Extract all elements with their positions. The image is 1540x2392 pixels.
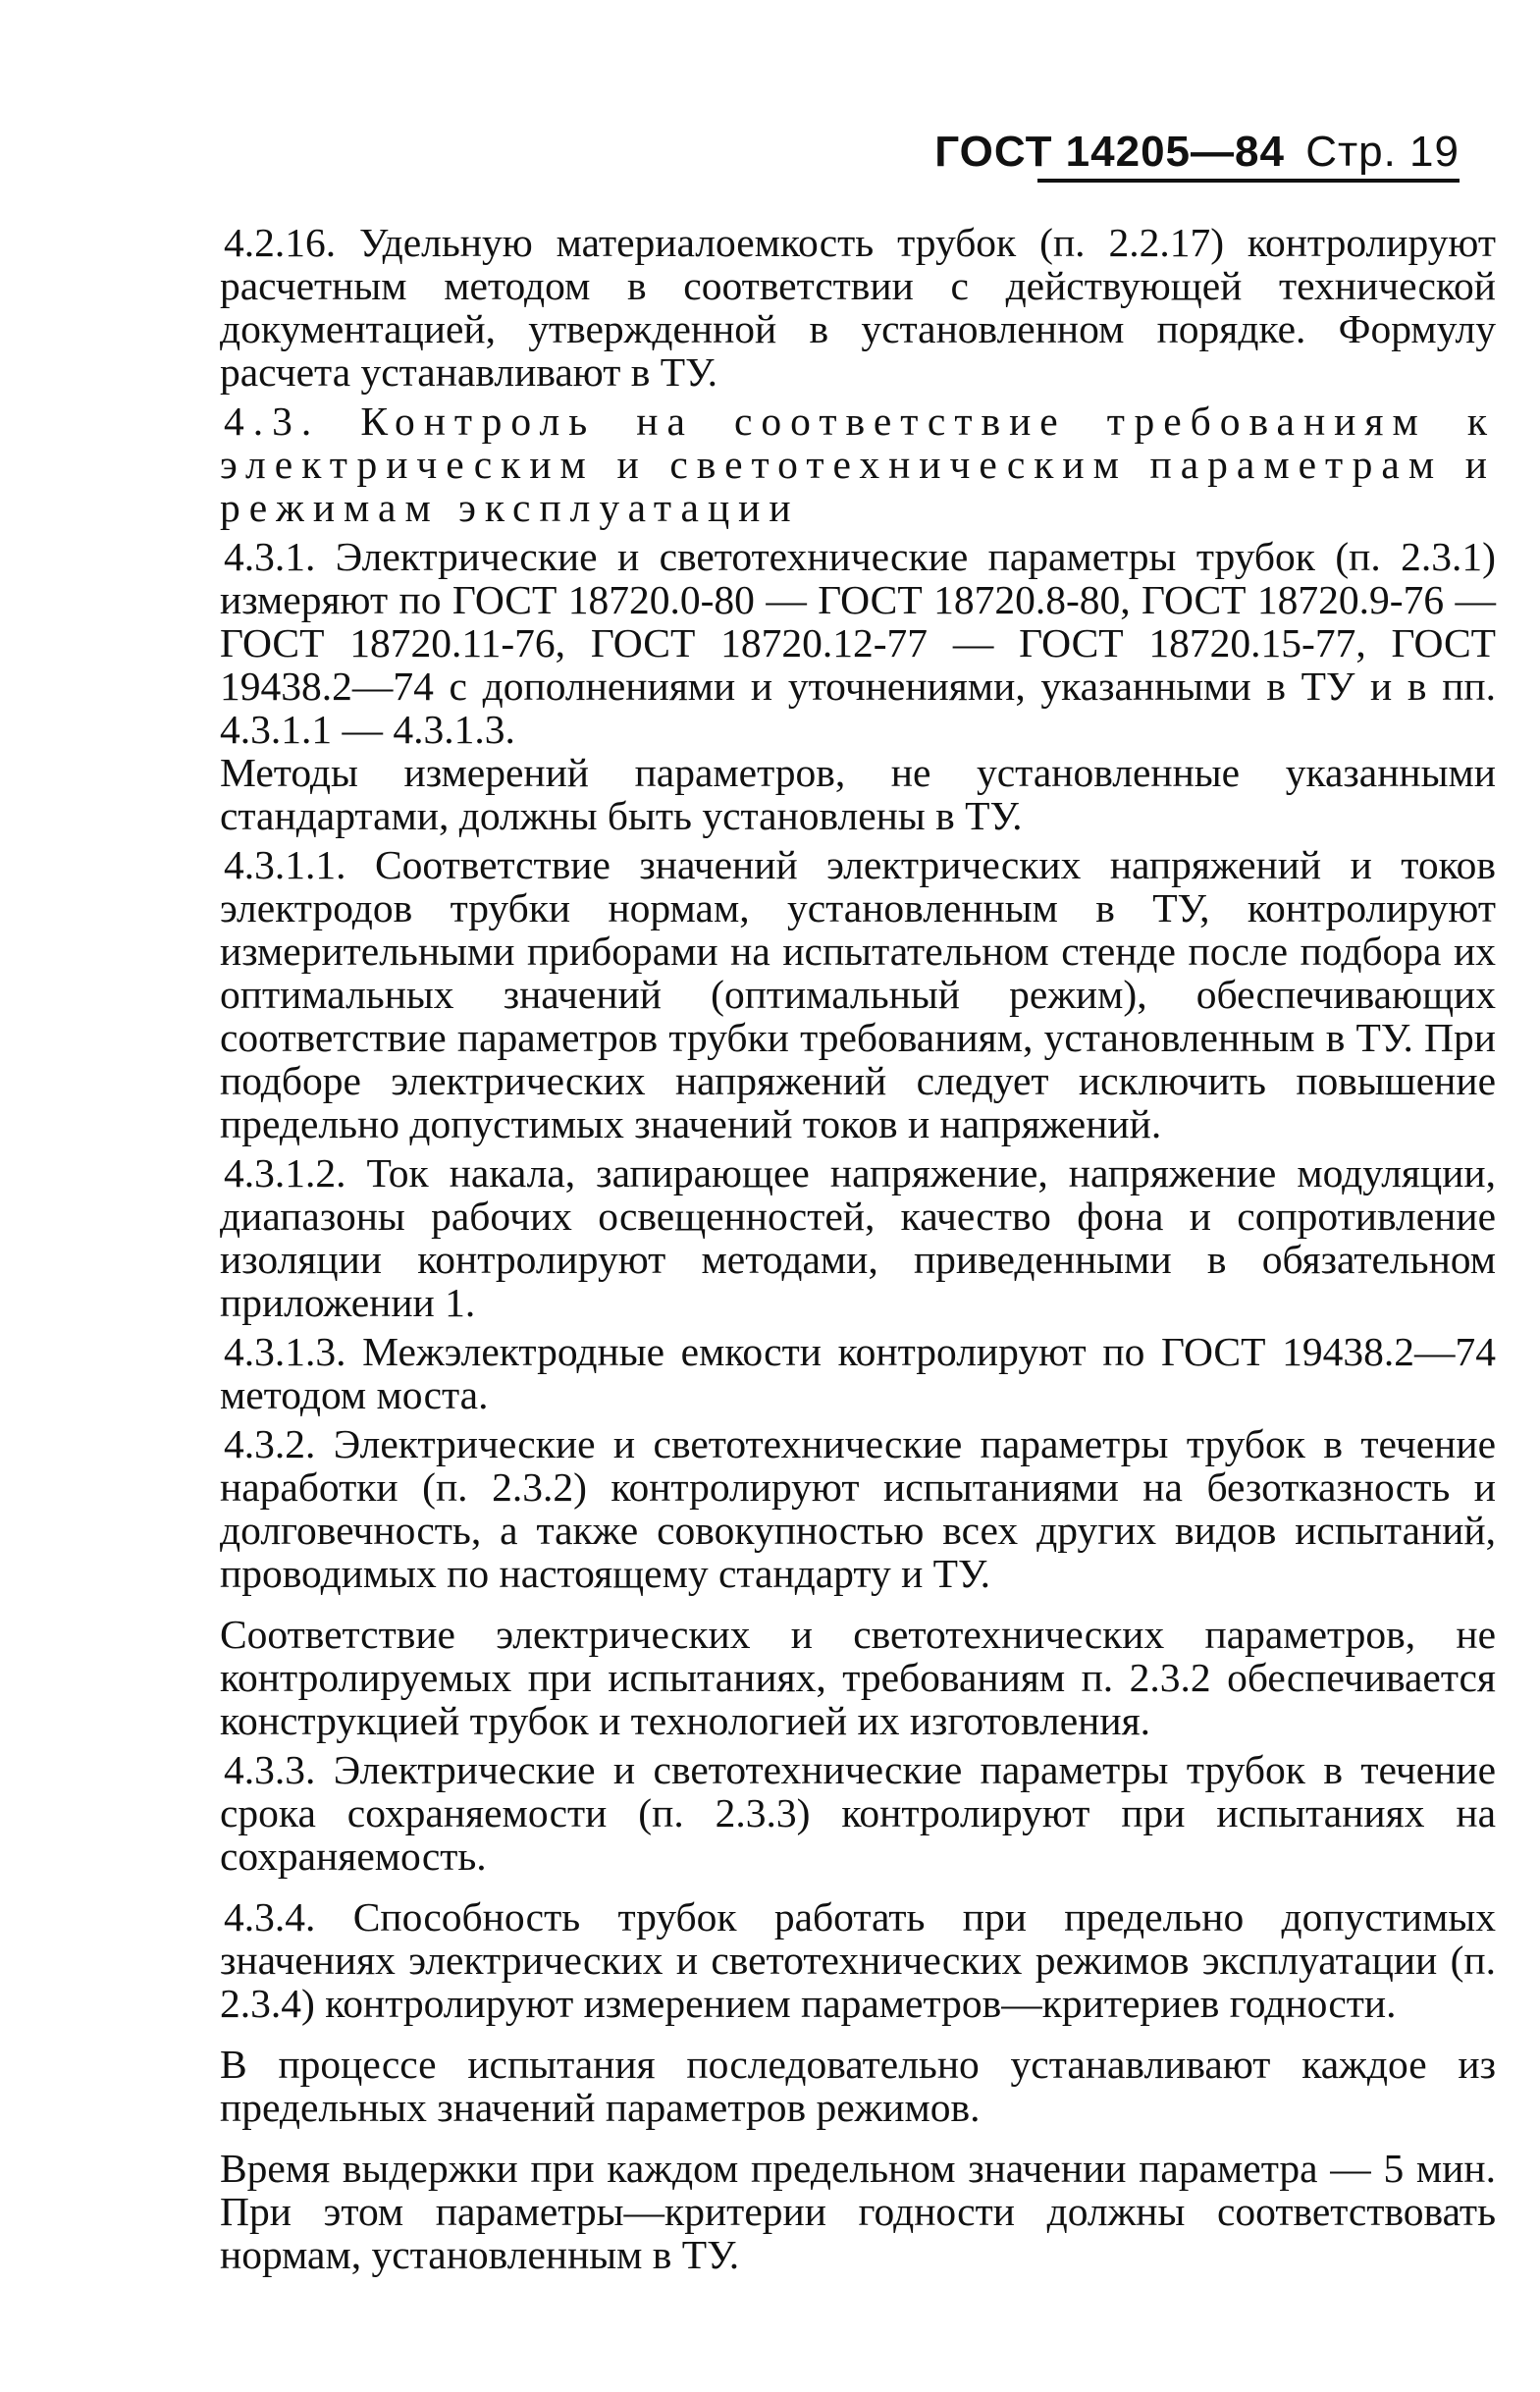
paragraph-test-process: В процессе испытания последовательно устанавливают каждое из предельных значений параметров режимов. [220, 2042, 1496, 2130]
paragraph-4-3-1-1: 4.3.1.1. Соответствие значений электрических напряжений и токов электродов трубки нормам, установленным в ТУ, контролируют измерительными приборами на испытательном стенде после подбора их оптимальных значений (оптимальный режим), обеспечивающих соответствие параметров трубки требованиям, установленным в ТУ. При подборе электрических напряжений следует исключить повышение предельно допустимых значений токов и напряжений. [220, 842, 1496, 1146]
paragraph-4-3-1-3: 4.3.1.3. Межэлектродные емкости контролируют по ГОСТ 19438.2—74 методом моста. [220, 1329, 1496, 1417]
page-header [934, 120, 1460, 183]
page-number: Стр. 19 [1305, 128, 1460, 176]
paragraph-4-2-16: 4.2.16. Удельную материалоемкость трубок (п. 2.2.17) контролируют расчетным методом в соответствии с действующей технической документацией, утвержденной в установленном порядке. Формулу расчета устанавливают в ТУ. [220, 220, 1496, 395]
paragraph-hold-time: Время выдержки при каждом предельном значении параметра — 5 мин. При этом параметры—критерии годности должны соответствовать нормам, установленным в ТУ. [220, 2146, 1496, 2277]
standard-number: ГОСТ 14205—84 [934, 128, 1285, 176]
paragraph-4-3-1-2: 4.3.1.2. Ток накала, запирающее напряжение, напряжение модуляции, диапазоны рабочих освещенностей, качество фона и сопротивление изоляции контролируют методами, приведенными в обязательном приложении 1. [220, 1150, 1496, 1325]
paragraph-4-3-2: 4.3.2. Электрические и светотехнические параметры трубок в течение наработки (п. 2.3.2) контролируют испытаниями на безотказность и долговечность, а также совокупностью всех других видов испытаний, проводимых по настоящему стандарту и ТУ. [220, 1421, 1496, 1596]
document-body [220, 221, 1496, 2276]
paragraph-methods: Методы измерений параметров, не установленные указанными стандартами, должны быть установлены в ТУ. [220, 750, 1496, 838]
paragraph-4-3-1: 4.3.1. Электрические и светотехнические параметры трубок (п. 2.3.1) измеряют по ГОСТ 18720.0-80 — ГОСТ 18720.8-80, ГОСТ 18720.9-76 — ГОСТ 18720.11-76, ГОСТ 18720.12-77 — ГОСТ 18720.15-77, ГОСТ 19438.2—74 с дополнениями и уточнениями, указанными в ТУ и в пп. 4.3.1.1 — 4.3.1.3. [220, 534, 1496, 752]
header-text [934, 128, 1460, 177]
paragraph-compliance: Соответствие электрических и светотехнических параметров, не контролируемых при испытаниях, требованиям п. 2.3.2 обеспечивается конструкцией трубок и технологией их изготовления. [220, 1612, 1496, 1743]
section-heading-4-3: 4.3. Контроль на соответствие требованиям к электрическим и светотехническим параметрам и режимам эксплуатации [220, 399, 1496, 530]
paragraph-4-3-4: 4.3.4. Способность трубок работать при предельно допустимых значениях электрических и светотехнических режимов эксплуатации (п. 2.3.4) контролируют измерением параметров—критериев годности. [220, 1894, 1496, 2026]
paragraph-4-3-3: 4.3.3. Электрические и светотехнические параметры трубок в течение срока сохраняемости (п. 2.3.3) контролируют при испытаниях на сохраняемость. [220, 1747, 1496, 1879]
